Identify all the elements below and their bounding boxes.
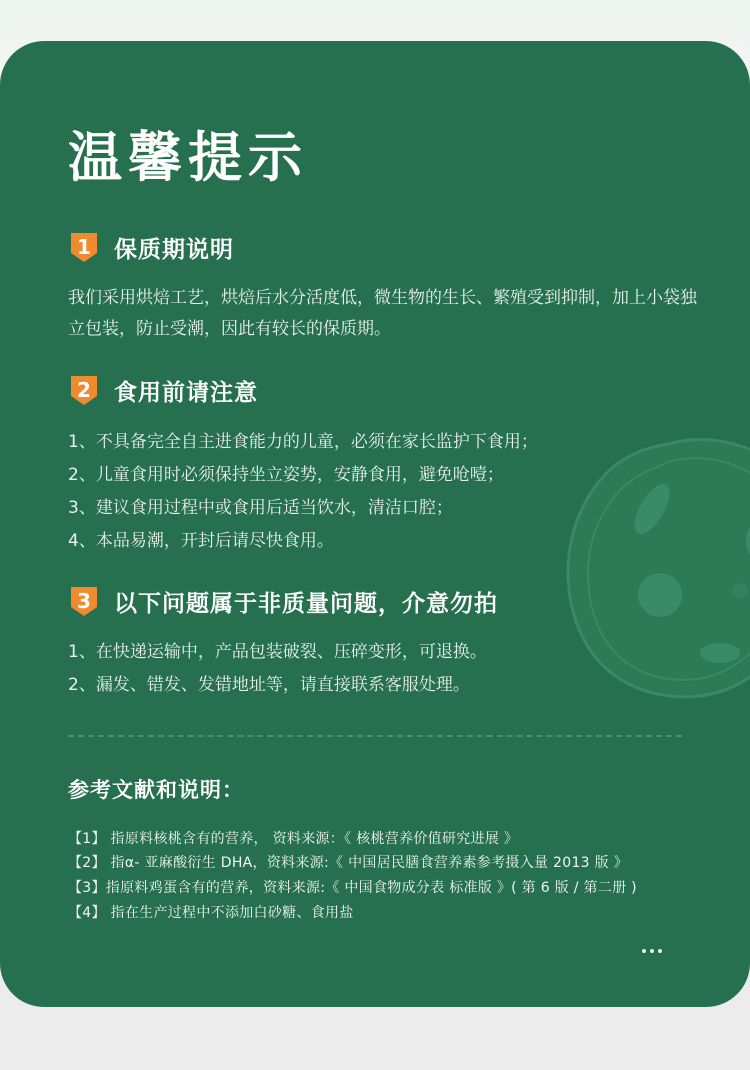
more-dots-icon[interactable] <box>640 943 664 959</box>
notice-card <box>0 41 750 1007</box>
section-1-header <box>68 230 234 264</box>
section-2-title: 食用前请注意 <box>114 379 258 406</box>
list-item: 1、不具备完全自主进食能力的儿童，必须在家长监护下食用； <box>68 432 538 452</box>
reference-item: 【2】 指α- 亚麻酸衍生 DHA，资料来源:《 中国居民膳食营养素参考摄入量 2013 版 》 <box>68 855 628 871</box>
list-item: 2、儿童食用时必须保持坐立姿势，安静食用，避免呛噎； <box>68 465 504 485</box>
section-3-badge: 3 <box>68 585 100 617</box>
section-3-title: 以下问题属于非质量问题，介意勿拍 <box>114 590 498 617</box>
reference-item: 【4】 指在生产过程中不添加白砂糖、食用盐 <box>68 905 354 921</box>
section-1-badge: 1 <box>68 231 100 263</box>
list-item: 4、本品易潮，开封后请尽快食用。 <box>68 531 334 551</box>
section-1-title: 保质期说明 <box>114 236 234 263</box>
references-title: 参考文献和说明： <box>68 778 244 802</box>
list-item: 2、漏发、错发、发错地址等，请直接联系客服处理。 <box>68 675 470 695</box>
section-2-badge: 2 <box>68 374 100 406</box>
cookie-watermark-icon <box>560 421 750 721</box>
dashed-divider <box>68 735 682 737</box>
list-item: 3、建议食用过程中或食用后适当饮水，清洁口腔； <box>68 498 453 518</box>
section-3-header <box>68 584 498 618</box>
section-2-header <box>68 373 258 407</box>
page-title: 温馨提示 <box>68 126 308 189</box>
reference-item: 【1】 指原料核桃含有的营养， 资料来源：《 核桃营养价值研究进展 》 <box>68 831 519 847</box>
section-1-paragraph: 我们采用烘焙工艺，烘焙后水分活度低，微生物的生长、繁殖受到抑制，加上小袋独立包装，防止受潮，因此有较长的保质期。 <box>68 288 697 339</box>
reference-item: 【3】指原料鸡蛋含有的营养，资料来源:《 中国食物成分表 标准版 》( 第 6 版 / 第二册 ) <box>68 880 637 896</box>
list-item: 1、在快递运输中，产品包装破裂、压碎变形，可退换。 <box>68 642 487 662</box>
